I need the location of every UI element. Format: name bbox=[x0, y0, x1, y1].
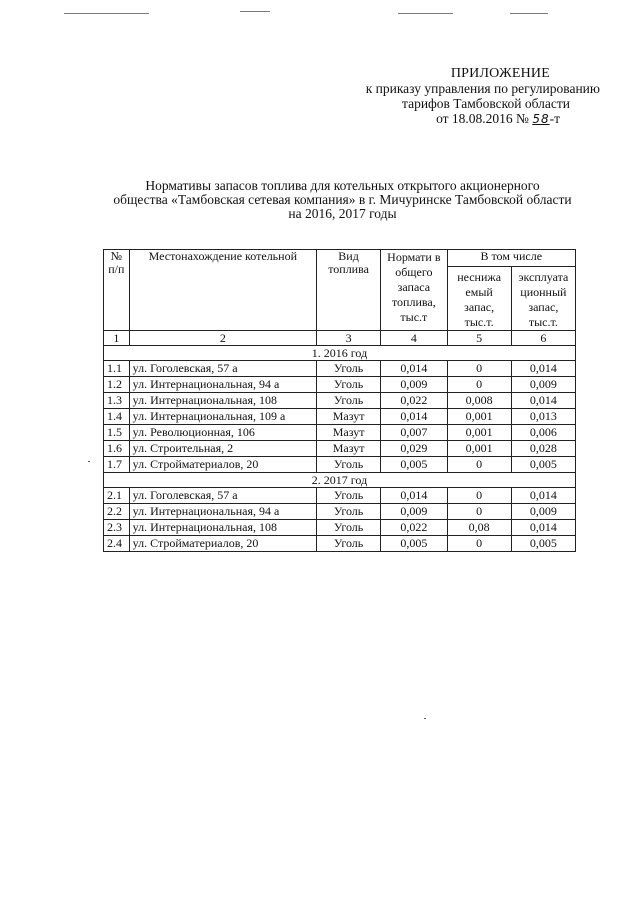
cell-total-reserve: 0,022 bbox=[381, 520, 447, 536]
cell-minimum-reserve: 0,008 bbox=[447, 393, 511, 409]
cell-num: 1.3 bbox=[104, 393, 130, 409]
cell-fuel-type: Уголь bbox=[316, 536, 380, 552]
column-number: 5 bbox=[447, 331, 511, 346]
cell-total-reserve: 0,009 bbox=[381, 504, 447, 520]
cell-minimum-reserve: 0 bbox=[447, 504, 511, 520]
appendix-header bbox=[300, 66, 600, 127]
year-section-row bbox=[104, 473, 576, 488]
order-date: от 18.08.2016 № bbox=[436, 111, 529, 126]
column-numbers-row bbox=[104, 331, 576, 346]
year-section-label: 2. 2017 год bbox=[104, 473, 576, 488]
header-location: Местонахождение котельной bbox=[129, 250, 316, 331]
cell-minimum-reserve: 0,08 bbox=[447, 520, 511, 536]
table-row bbox=[104, 393, 576, 409]
table-row bbox=[104, 457, 576, 473]
appendix-line-1: к приказу управления по регулированию bbox=[365, 81, 600, 96]
cell-num: 1.2 bbox=[104, 377, 130, 393]
cell-location: ул. Стройматериалов, 20 bbox=[129, 457, 316, 473]
scan-artifact-line bbox=[240, 11, 270, 12]
cell-location: ул. Интернациональная, 109 а bbox=[129, 409, 316, 425]
cell-location: ул. Интернациональная, 108 bbox=[129, 520, 316, 536]
table-row bbox=[104, 361, 576, 377]
cell-operational-reserve: 0,014 bbox=[511, 488, 575, 504]
cell-location: ул. Гоголевская, 57 а bbox=[129, 488, 316, 504]
cell-num: 2.4 bbox=[104, 536, 130, 552]
table-body bbox=[104, 346, 576, 552]
cell-num: 1.6 bbox=[104, 441, 130, 457]
cell-location: ул. Революционная, 106 bbox=[129, 425, 316, 441]
cell-num: 1.4 bbox=[104, 409, 130, 425]
scan-artifact-line bbox=[64, 13, 149, 14]
cell-total-reserve: 0,014 bbox=[381, 361, 447, 377]
cell-operational-reserve: 0,014 bbox=[511, 393, 575, 409]
appendix-title: ПРИЛОЖЕНИЕ bbox=[450, 66, 550, 81]
cell-location: ул. Строительная, 2 bbox=[129, 441, 316, 457]
column-number: 3 bbox=[316, 331, 380, 346]
cell-fuel-type: Уголь bbox=[316, 457, 380, 473]
cell-operational-reserve: 0,014 bbox=[511, 520, 575, 536]
cell-num: 1.5 bbox=[104, 425, 130, 441]
order-suffix: -т bbox=[549, 111, 560, 126]
cell-fuel-type: Мазут bbox=[316, 425, 380, 441]
cell-num: 2.1 bbox=[104, 488, 130, 504]
cell-fuel-type: Уголь bbox=[316, 361, 380, 377]
cell-total-reserve: 0,005 bbox=[381, 457, 447, 473]
cell-fuel-type: Мазут bbox=[316, 409, 380, 425]
cell-total-reserve: 0,007 bbox=[381, 425, 447, 441]
header-total-reserve: Нормати в общего запаса топлива, тыс.т bbox=[381, 250, 447, 331]
cell-num: 1.7 bbox=[104, 457, 130, 473]
cell-minimum-reserve: 0 bbox=[447, 361, 511, 377]
table-row bbox=[104, 504, 576, 520]
cell-minimum-reserve: 0 bbox=[447, 536, 511, 552]
table-row bbox=[104, 425, 576, 441]
cell-fuel-type: Уголь bbox=[316, 520, 380, 536]
table-row bbox=[104, 488, 576, 504]
cell-fuel-type: Уголь bbox=[316, 504, 380, 520]
header-including: В том числе bbox=[447, 250, 575, 267]
scan-artifact-line bbox=[510, 13, 548, 14]
header-fuel-type: Вид топлива bbox=[316, 250, 380, 331]
cell-minimum-reserve: 0 bbox=[447, 377, 511, 393]
cell-location: ул. Интернациональная, 94 а bbox=[129, 504, 316, 520]
cell-operational-reserve: 0,013 bbox=[511, 409, 575, 425]
table-row bbox=[104, 520, 576, 536]
column-number: 1 bbox=[104, 331, 130, 346]
appendix-order-line bbox=[300, 111, 600, 127]
order-number: 58 bbox=[532, 112, 550, 126]
column-number: 2 bbox=[129, 331, 316, 346]
cell-total-reserve: 0,022 bbox=[381, 393, 447, 409]
cell-num: 2.2 bbox=[104, 504, 130, 520]
year-section-label: 1. 2016 год bbox=[104, 346, 576, 361]
cell-total-reserve: 0,029 bbox=[381, 441, 447, 457]
cell-total-reserve: 0,005 bbox=[381, 536, 447, 552]
header-num: № п/п bbox=[104, 250, 130, 331]
cell-operational-reserve: 0,009 bbox=[511, 504, 575, 520]
column-number: 4 bbox=[381, 331, 447, 346]
table-row bbox=[104, 409, 576, 425]
cell-location: ул. Интернациональная, 94 а bbox=[129, 377, 316, 393]
cell-total-reserve: 0,014 bbox=[381, 409, 447, 425]
cell-fuel-type: Уголь bbox=[316, 393, 380, 409]
cell-operational-reserve: 0,005 bbox=[511, 536, 575, 552]
cell-total-reserve: 0,009 bbox=[381, 377, 447, 393]
cell-minimum-reserve: 0 bbox=[447, 457, 511, 473]
cell-location: ул. Интернациональная, 108 bbox=[129, 393, 316, 409]
column-number: 6 bbox=[511, 331, 575, 346]
document-title bbox=[70, 179, 615, 221]
document-title-line-1: Нормативы запасов топлива для котельных открытого акционерного bbox=[145, 178, 540, 193]
year-section-row bbox=[104, 346, 576, 361]
header-minimum-reserve: неснижа емый запас, тыс.т. bbox=[447, 267, 511, 331]
scan-artifact-dot bbox=[88, 461, 90, 462]
appendix-line-2: тарифов Тамбовской области bbox=[402, 96, 570, 111]
cell-operational-reserve: 0,028 bbox=[511, 441, 575, 457]
cell-operational-reserve: 0,014 bbox=[511, 361, 575, 377]
document-title-line-2: общества «Тамбовская сетевая компания» в г. Мичуринске Тамбовской области bbox=[113, 192, 572, 207]
cell-operational-reserve: 0,005 bbox=[511, 457, 575, 473]
table-row bbox=[104, 536, 576, 552]
cell-location: ул. Стройматериалов, 20 bbox=[129, 536, 316, 552]
scan-artifact-line bbox=[398, 13, 453, 14]
cell-num: 1.1 bbox=[104, 361, 130, 377]
cell-fuel-type: Уголь bbox=[316, 488, 380, 504]
table-row bbox=[104, 377, 576, 393]
cell-operational-reserve: 0,009 bbox=[511, 377, 575, 393]
cell-location: ул. Гоголевская, 57 а bbox=[129, 361, 316, 377]
cell-fuel-type: Мазут bbox=[316, 441, 380, 457]
cell-minimum-reserve: 0,001 bbox=[447, 409, 511, 425]
document-title-line-3: на 2016, 2017 годы bbox=[288, 206, 397, 221]
cell-minimum-reserve: 0,001 bbox=[447, 425, 511, 441]
cell-num: 2.3 bbox=[104, 520, 130, 536]
fuel-norms-table bbox=[103, 249, 576, 552]
header-operational-reserve: эксплуата ционный запас, тыс.т. bbox=[511, 267, 575, 331]
cell-fuel-type: Уголь bbox=[316, 377, 380, 393]
cell-minimum-reserve: 0 bbox=[447, 488, 511, 504]
cell-total-reserve: 0,014 bbox=[381, 488, 447, 504]
cell-operational-reserve: 0,006 bbox=[511, 425, 575, 441]
cell-minimum-reserve: 0,001 bbox=[447, 441, 511, 457]
table-row bbox=[104, 441, 576, 457]
scan-artifact-dot bbox=[424, 718, 426, 719]
